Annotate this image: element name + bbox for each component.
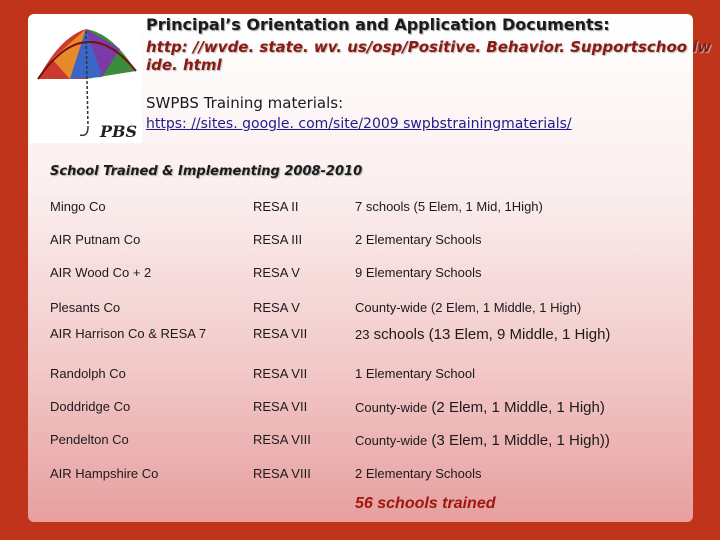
- training-materials-link[interactable]: https: //sites. google. com/site/2009 swpbstrainingmaterials/: [146, 116, 572, 132]
- row-schools: 9 Elementary Schools: [355, 265, 482, 280]
- row-county: Mingo Co: [50, 199, 106, 214]
- training-materials-label: SWPBS Training materials:: [146, 94, 344, 112]
- row-schools: 7 schools (5 Elem, 1 Mid, 1High): [355, 199, 543, 214]
- table-row: [0, 399, 720, 421]
- umbrella-icon: [30, 19, 142, 143]
- logo-text: PBS: [100, 122, 138, 141]
- row-county: AIR Putnam Co: [50, 232, 141, 247]
- row-resa: RESA VIII: [253, 432, 311, 447]
- row-schools-prefix: County-wide: [355, 433, 428, 448]
- row-schools: [355, 326, 610, 343]
- table-row: [0, 432, 720, 454]
- row-resa: RESA VII: [253, 326, 308, 341]
- orientation-docs-link[interactable]: http: //wvde. state. wv. us/osp/Positive. Behavior. Supportschoo lwide. html: [146, 38, 712, 74]
- row-county: Randolph Co: [50, 366, 126, 381]
- row-resa: RESA VIII: [253, 466, 311, 481]
- row-county: AIR Wood Co + 2: [50, 265, 152, 280]
- row-schools: 2 Elementary Schools: [355, 232, 482, 247]
- row-schools: County-wide (2 Elem, 1 Middle, 1 High): [355, 300, 582, 315]
- row-schools: [355, 399, 605, 416]
- table-row: [0, 300, 720, 322]
- row-county: Pendelton Co: [50, 432, 129, 447]
- table-row: [0, 265, 720, 287]
- table-row: [0, 232, 720, 254]
- row-schools: [355, 432, 610, 449]
- row-county: AIR Harrison Co & RESA 7: [50, 326, 207, 341]
- row-resa: RESA III: [253, 232, 303, 247]
- row-schools-count: 23: [355, 327, 370, 342]
- row-resa: RESA V: [253, 265, 300, 280]
- header-title: Principal’s Orientation and Application Documents:: [146, 15, 610, 34]
- table-row: [0, 466, 720, 488]
- row-schools-detail: (2 Elem, 1 Middle, 1 High): [427, 399, 605, 416]
- row-schools-prefix: County-wide: [355, 400, 428, 415]
- row-schools: 2 Elementary Schools: [355, 466, 482, 481]
- table-row: [0, 366, 720, 388]
- row-schools-detail: schools (13 Elem, 9 Middle, 1 High): [369, 326, 611, 343]
- row-schools: 1 Elementary School: [355, 366, 475, 381]
- row-resa: RESA VII: [253, 366, 308, 381]
- table-row: [0, 199, 720, 221]
- schools-trained-total: 56 schools trained: [355, 495, 496, 512]
- table-row: [0, 326, 720, 348]
- row-resa: RESA VII: [253, 399, 308, 414]
- row-county: AIR Hampshire Co: [50, 466, 159, 481]
- row-schools-detail: (3 Elem, 1 Middle, 1 High)): [427, 432, 610, 449]
- row-resa: RESA V: [253, 300, 300, 315]
- section-title: School Trained & Implementing 2008-2010: [50, 164, 363, 179]
- pbs-umbrella-logo: [30, 19, 142, 143]
- row-county: Doddridge Co: [50, 399, 131, 414]
- row-resa: RESA II: [253, 199, 299, 214]
- row-county: Plesants Co: [50, 300, 121, 315]
